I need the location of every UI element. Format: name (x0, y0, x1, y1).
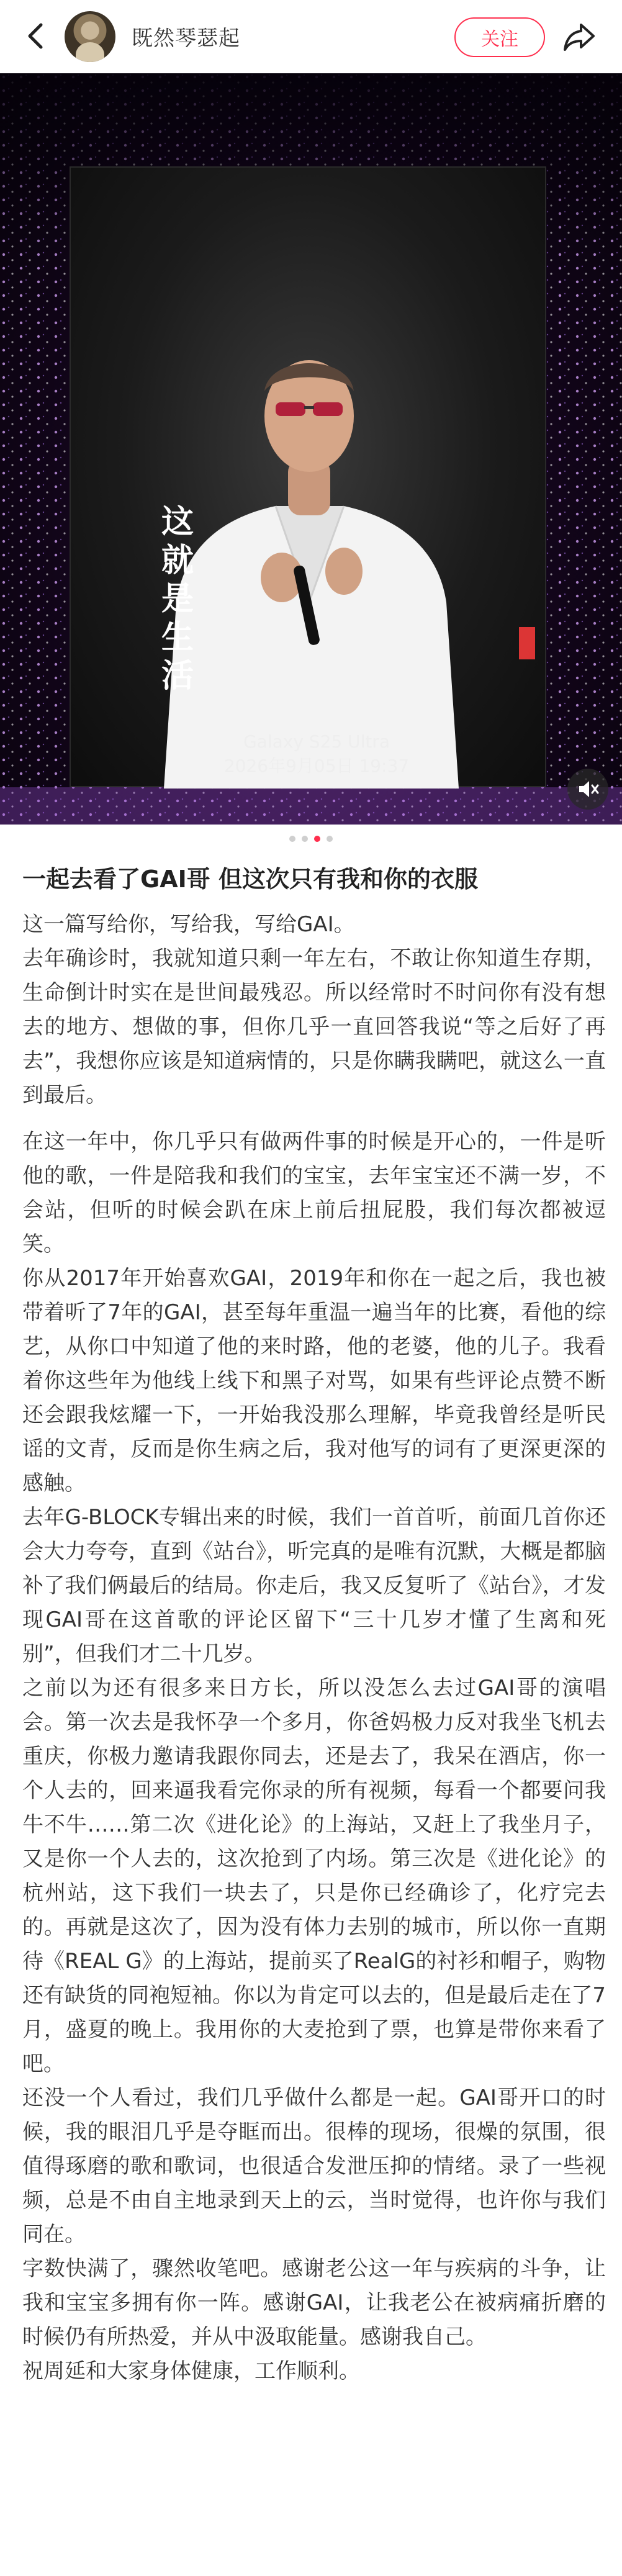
carousel-indicator (0, 836, 622, 848)
post-photo[interactable] (0, 73, 622, 825)
body-paragraph: 在这一年中，你几乎只有做两件事的时候是开心的，一件是听他的歌，一件是陪我和我们的宝宝，去年宝宝还不满一岁，不会站，但听的时候会趴在床上前后扭屁股，我们每次都被逗笑。 (22, 1129, 606, 1257)
watermark-time: 2026年9月05日 19:37 (223, 756, 410, 776)
carousel-dot[interactable] (327, 836, 333, 842)
watermark-device: Galaxy S25 Ultra (243, 731, 390, 752)
body-paragraph: 还没一个人看过，我们几乎做什么都是一起。GAI哥开口的时候，我的眼泪几乎是夺眶而出。很棒的现场，很燥的氛围，很值得琢磨的歌和歌词，也很适合发泄压抑的情绪。录了一些视频，总是不由自主地录到天上的云，当时觉得，也许你与我们同在。 (22, 2086, 606, 2247)
post-body (22, 908, 606, 2388)
speaker-muted-icon[interactable] (567, 769, 608, 810)
post-title: 一起去看了GAI哥 但这次只有我和你的衣服 (22, 865, 478, 893)
carousel-dot-active[interactable] (314, 836, 320, 842)
share-icon[interactable] (559, 16, 600, 57)
body-paragraph: 去年G-BLOCK专辑出来的时候，我们一首首听，前面几首你还会大力夸夸，直到《站台》，听完真的是唯有沉默，大概是都脑补了我们俩最后的结局。你走后，我又反复听了《站台》，才发现GAI哥在这首歌的评论区留下“三十几岁才懂了生离和死别”，但我们才二十几岁。 (22, 1505, 606, 1666)
body-paragraph: 去年确诊时，我就知道只剩一年左右，不敢让你知道生存期，生命倒计时实在是世间最残忍。所以经常时不时问你有没有想去的地方、想做的事，但你几乎一直回答我说“等之后好了再去”，我想你应该是知道病情的，只是你瞒我瞒吧，就这么一直到最后。 (22, 946, 606, 1108)
avatar[interactable] (65, 11, 115, 62)
top-bar (0, 0, 622, 73)
body-paragraph: 之前以为还有很多来日方长，所以没怎么去过GAI哥的演唱会。第一次去是我怀孕一个多月，你爸妈极力反对我坐飞机去重庆，你极力邀请我跟你同去，还是去了，我呆在酒店，你一个人去的，回来逼我看完你录的所有视频，每看一个都要问我牛不牛……第二次《进化论》的上海站，又赶上了我坐月子，又是你一个人去的，这次抢到了内场。第三次是《进化论》的杭州站，这下我们一块去了，只是你已经确诊了，化疗完去的。再就是这次了，因为没有体力去别的城市，所以你一直期待《REAL G》的上海站，提前买了RealG的衬衫和帽子，购物还有缺货的同袍短袖。你以为肯定可以去的，但是最后走在了7月，盛夏的晚上。我用你的大麦抢到了票，也算是带你来看了吧。 (22, 1676, 606, 2076)
body-paragraph: 你从2017年开始喜欢GAI，2019年和你在一起之后，我也被带着听了7年的GAI，甚至每年重温一遍当年的比赛，看他的综艺，从你口中知道了他的来时路，他的老婆，他的儿子。我看着你这些年为他线上线下和黑子对骂，如果有些评论点赞不断还会跟我炫耀一下，一开始我没那么理解，毕竟我曾经是听民谣的文青，反而是你生病之后，我对他写的词有了更深更深的感触。 (22, 1266, 606, 1496)
follow-button[interactable]: 关注 (454, 17, 545, 57)
body-paragraph: 字数快满了，骤然收笔吧。感谢老公这一年与疾病的斗争，让我和宝宝多拥有你一阵。感谢GAI，让我老公在被病痛折磨的时候仍有所热爱，并从中汲取能量。感谢我自己。 (22, 2256, 606, 2349)
carousel-dot[interactable] (289, 836, 295, 842)
carousel-dot[interactable] (302, 836, 308, 842)
camera-watermark (186, 730, 447, 779)
body-paragraph: 这一篇写给你，写给我，写给GAI。 (22, 912, 355, 937)
back-arrow-icon[interactable] (17, 16, 57, 56)
concert-screen (70, 166, 546, 787)
body-paragraph: 祝周延和大家身体健康，工作顺利。 (22, 2359, 360, 2384)
overlay-caption: 这就是生活 (161, 504, 194, 695)
performer-image (71, 168, 548, 789)
author-name[interactable]: 既然琴瑟起 (132, 26, 240, 51)
